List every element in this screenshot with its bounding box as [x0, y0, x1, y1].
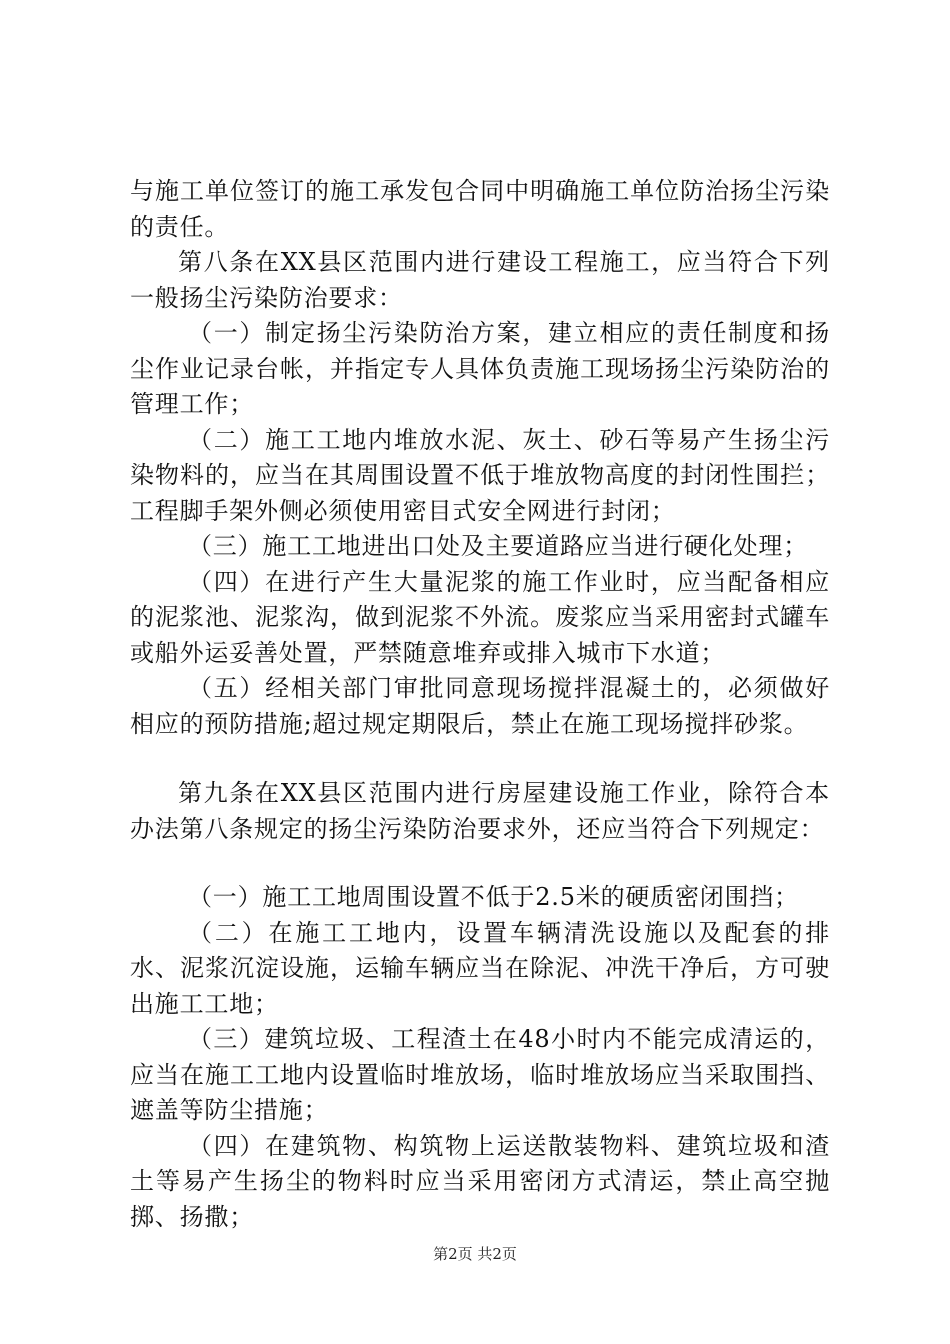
article-9-item-4: （四）在建筑物、构筑物上运送散装物料、建筑垃圾和渣土等易产生扬尘的物料时应当采用密闭方式清运，禁止高空抛掷、扬撒；: [130, 1131, 830, 1231]
article-8-item-2: （二）施工工地内堆放水泥、灰土、砂石等易产生扬尘污染物料的，应当在其周围设置不低于堆放物高度的封闭性围拦；工程脚手架外侧必须使用密目式安全网进行封闭；: [130, 425, 830, 525]
article-8-item-1: （一）制定扬尘污染防治方案，建立相应的责任制度和扬尘作业记录台帐，并指定专人具体负责施工现场扬尘污染防治的管理工作；: [130, 319, 830, 418]
article-9-item-1: （一）施工工地周围设置不低于2.5米的硬质密闭围挡；: [188, 883, 799, 911]
paragraph-continuation: 与施工单位签订的施工承发包合同中明确施工单位防治扬尘污染的责任。: [130, 177, 830, 241]
article-9-item-2: （二）在施工工地内，设置车辆清洗设施以及配套的排水、泥浆沉淀设施，运输车辆应当在除泥、冲洗干净后，方可驶出施工工地；: [130, 918, 830, 1018]
article-8-item-4: （四）在进行产生大量泥浆的施工作业时，应当配备相应的泥浆池、泥浆沟，做到泥浆不外流。废浆应当采用密封式罐车或船外运妥善处置，严禁随意堆弃或排入城市下水道；: [130, 567, 830, 667]
article-8-item-5: （五）经相关部门审批同意现场搅拌混凝土的，必须做好相应的预防措施;超过规定期限后，禁止在施工现场搅拌砂浆。: [130, 674, 830, 738]
document-body: [130, 174, 830, 1235]
article-8-heading: 第八条在XX县区范围内进行建设工程施工，应当符合下列一般扬尘污染防治要求：: [130, 248, 830, 312]
article-9-item-3: （三）建筑垃圾、工程渣土在48小时内不能完成清运的，应当在施工工地内设置临时堆放场，临时堆放场应当采取围挡、遮盖等防尘措施；: [130, 1025, 830, 1124]
page-number-footer: 第2页 共2页: [433, 1245, 517, 1263]
article-9-heading: 第九条在XX县区范围内进行房屋建设施工作业，除符合本办法第八条规定的扬尘污染防治要求外，还应当符合下列规定：: [130, 779, 830, 843]
article-8-item-3: （三）施工工地进出口处及主要道路应当进行硬化处理；: [188, 532, 808, 560]
